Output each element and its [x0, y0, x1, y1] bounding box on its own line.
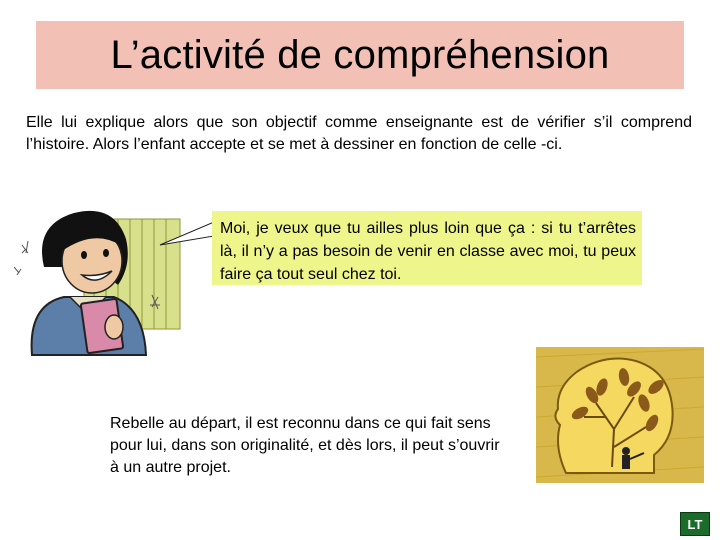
nav-logo-label: LT — [687, 516, 703, 532]
intro-paragraph: Elle lui explique alors que son objectif comme enseignante est de vérifier s’il comprend l’histoire. Alors l’enfant accepte et se met à dessiner en fonction de celle -ci. — [26, 114, 692, 153]
nav-logo-button[interactable] — [680, 512, 710, 536]
slide-title: L’activité de compréhension — [110, 32, 610, 77]
speech-bubble-text: Moi, je veux que tu ailles plus loin que ça : si tu t’arrêtes là, il n’y a pas besoin de venir en classe avec moi, tu peux faire ça tout seul chez toi. — [220, 220, 636, 283]
title-banner — [36, 21, 684, 89]
speech-bubble — [212, 211, 642, 285]
speech-pointer — [158, 218, 220, 248]
tree-head-illustration — [536, 347, 704, 483]
rebel-paragraph: Rebelle au départ, il est reconnu dans ce qui fait sens pour lui, dans son originalité, et dès lors, il peut s’ouvrir à un autre projet. — [110, 415, 500, 476]
